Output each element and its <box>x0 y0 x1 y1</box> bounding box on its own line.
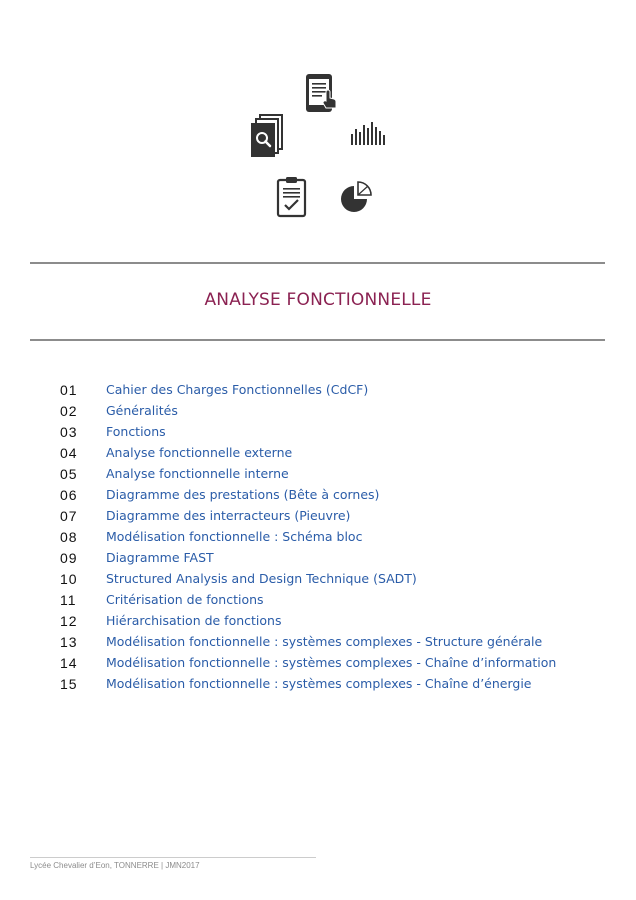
toc-number: 15 <box>60 676 78 692</box>
toc-link[interactable]: Fonctions <box>106 424 166 439</box>
footer-text: Lycée Chevalier d’Eon, TONNERRE | JMN2017 <box>30 861 200 870</box>
toc-link[interactable]: Hiérarchisation de fonctions <box>106 613 282 628</box>
toc-link[interactable]: Critérisation de fonctions <box>106 592 264 607</box>
toc-link[interactable]: Analyse fonctionnelle interne <box>106 466 289 481</box>
toc-number: 01 <box>60 382 78 398</box>
toc-item[interactable] <box>0 422 600 442</box>
toc-number: 12 <box>60 613 78 629</box>
toc-link[interactable]: Modélisation fonctionnelle : systèmes complexes - Chaîne d’information <box>106 655 557 670</box>
toc-item[interactable] <box>0 569 600 589</box>
toc-number: 05 <box>60 466 78 482</box>
toc-item[interactable] <box>0 632 600 652</box>
clipboard-check-icon <box>276 176 308 218</box>
toc-item[interactable] <box>0 464 600 484</box>
toc-item[interactable] <box>0 443 600 463</box>
bar-chart-icon <box>350 120 386 146</box>
toc-number: 06 <box>60 487 78 503</box>
toc-number: 10 <box>60 571 78 587</box>
toc-item[interactable] <box>0 611 600 631</box>
toc-item[interactable] <box>0 653 600 673</box>
page-title: ANALYSE FONCTIONNELLE <box>204 290 432 310</box>
toc-item[interactable] <box>0 506 600 526</box>
bottom-divider <box>30 339 605 341</box>
pie-chart-icon <box>339 180 375 216</box>
toc-number: 03 <box>60 424 78 440</box>
footer-divider <box>30 857 316 858</box>
toc-number: 08 <box>60 529 78 545</box>
toc-link[interactable]: Diagramme des prestations (Bête à cornes) <box>106 487 380 502</box>
toc-item[interactable] <box>0 380 600 400</box>
toc-number: 11 <box>60 592 77 608</box>
toc-number: 14 <box>60 655 78 671</box>
toc-link[interactable]: Cahier des Charges Fonctionnelles (CdCF) <box>106 382 369 397</box>
toc-item[interactable] <box>0 674 600 694</box>
tablet-touch-icon <box>302 72 340 114</box>
toc-link[interactable]: Diagramme des interracteurs (Pieuvre) <box>106 508 351 523</box>
toc-number: 04 <box>60 445 78 461</box>
toc-link[interactable]: Généralités <box>106 403 178 418</box>
toc-link[interactable]: Modélisation fonctionnelle : systèmes complexes - Structure générale <box>106 634 543 649</box>
toc-item[interactable] <box>0 401 600 421</box>
toc-item[interactable] <box>0 590 600 610</box>
top-divider <box>30 262 605 264</box>
toc-number: 07 <box>60 508 78 524</box>
toc-link[interactable]: Diagramme FAST <box>106 550 214 565</box>
toc-number: 09 <box>60 550 78 566</box>
toc-link[interactable]: Structured Analysis and Design Technique (SADT) <box>106 571 417 586</box>
toc-item[interactable] <box>0 548 600 568</box>
toc-link[interactable]: Analyse fonctionnelle externe <box>106 445 293 460</box>
documents-search-icon <box>249 113 285 159</box>
toc-item[interactable] <box>0 527 600 547</box>
toc-link[interactable]: Modélisation fonctionnelle : Schéma bloc <box>106 529 363 544</box>
toc-link[interactable]: Modélisation fonctionnelle : systèmes complexes - Chaîne d’énergie <box>106 676 532 691</box>
toc-item[interactable] <box>0 485 600 505</box>
toc-number: 13 <box>60 634 78 650</box>
toc-number: 02 <box>60 403 78 419</box>
